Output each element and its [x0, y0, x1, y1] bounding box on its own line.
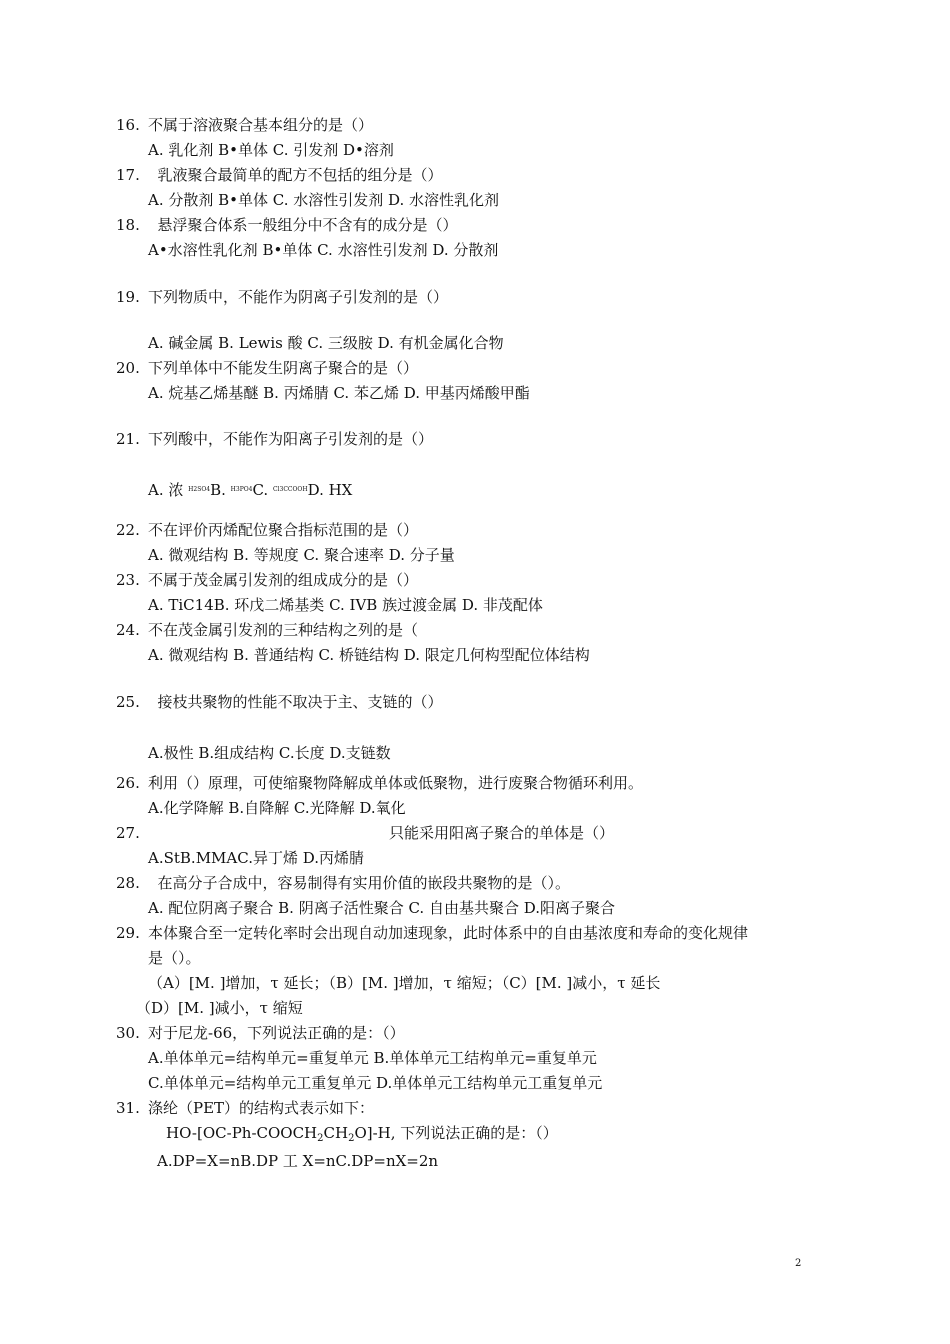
structural-formula: $HO-[OC-Ph-COOCH_2CH_2O]-H$, 下列说法正确的是：（）	[166, 1124, 558, 1144]
question-stem: 悬浮聚合体系一般组分中不含有的成分是（）	[148, 216, 458, 234]
question-number: 28.	[116, 874, 140, 892]
question-stem: 接枝共聚物的性能不取决于主、支链的（）	[148, 693, 443, 711]
question-number: 31.	[116, 1099, 140, 1117]
question-options: C.单体单元=结构单元工重复单元 D.单体单元工结构单元工重复单元	[148, 1074, 603, 1092]
question-options: A. 配位阴离子聚合 B. 阴离子活性聚合 C. 自由基共聚合 D.阳离子聚合	[148, 899, 615, 917]
question-options: A. TiC14B. 环戊二烯基类 C. IVB 族过渡金属 D. 非茂配体	[148, 596, 543, 614]
question-options: （A）[M. ]增加，τ 延长；（B）[M. ]增加，τ 缩短；（C）[M. ]减小，τ 延长	[148, 974, 661, 992]
question-options: A.DP=X=nB.DP 工 X=nC.DP=nX=2n	[157, 1152, 439, 1170]
question-options: A.极性 B.组成结构 C.长度 D.支链数	[148, 744, 391, 762]
question-number: 26.	[116, 774, 140, 792]
question-options: A. 烷基乙烯基醚 B. 丙烯腈 C. 苯乙烯 D. 甲基丙烯酸甲酯	[148, 384, 530, 402]
question-options: A.单体单元=结构单元=重复单元 B.单体单元工结构单元=重复单元	[148, 1049, 597, 1067]
question-number: 20.	[116, 359, 140, 377]
question-stem: 不属于溶液聚合基本组分的是（）	[148, 116, 374, 134]
question-number: 17.	[116, 166, 140, 184]
question-number: 16.	[116, 116, 140, 134]
question-stem-continued: 是（）。	[148, 949, 201, 967]
question-stem: 乳液聚合最简单的配方不包括的组分是（）	[148, 166, 443, 184]
question-stem: 下列物质中，不能作为阴离子引发剂的是（）	[148, 288, 449, 306]
question-number: 22.	[116, 521, 140, 539]
question-options: A.化学降解 B.自降解 C.光降解 D.氧化	[148, 799, 406, 817]
question-stem: 下列单体中不能发生阴离子聚合的是（）	[148, 359, 419, 377]
question-stem: 利用（）原理，可使缩聚物降解成单体或低聚物，进行废聚合物循环利用。	[148, 774, 644, 792]
question-number: 27.	[116, 824, 140, 842]
question-options: A. 乳化剂 B•单体 C. 引发剂 D•溶剂	[148, 141, 394, 159]
question-options: （D）[M. ]减小，τ 缩短	[136, 999, 303, 1017]
question-number: 21.	[116, 430, 140, 448]
question-options: A. 微观结构 B. 等规度 C. 聚合速率 D. 分子量	[148, 546, 455, 564]
question-stem: 在高分子合成中，容易制得有实用价值的嵌段共聚物的是（）。	[148, 874, 571, 892]
question-number: 18.	[116, 216, 140, 234]
question-stem: 不属于茂金属引发剂的组成成分的是（）	[148, 571, 419, 589]
question-number: 30.	[116, 1024, 140, 1042]
question-number: 23.	[116, 571, 140, 589]
question-options: A.StB.MMAC.异丁烯 D.丙烯腈	[148, 849, 364, 867]
question-stem: 不在茂金属引发剂的三种结构之列的是（	[148, 621, 419, 639]
page-number: 2	[795, 1258, 802, 1269]
question-number: 25.	[116, 693, 140, 711]
question-stem: 涤纶（PET）的结构式表示如下：	[148, 1099, 375, 1117]
question-stem: 只能采用阳离子聚合的单体是（）	[389, 824, 615, 842]
question-stem: 本体聚合至一定转化率时会出现自动加速现象，此时体系中的自由基浓度和寿命的变化规律	[148, 924, 749, 942]
question-stem: 对于尼龙-66，下列说法正确的是：（）	[148, 1024, 405, 1042]
question-stem: 下列酸中，不能作为阳离子引发剂的是（）	[148, 430, 434, 448]
question-number: 19.	[116, 288, 140, 306]
question-number: 24.	[116, 621, 140, 639]
question-options: A. 分散剂 B•单体 C. 水溶性引发剂 D. 水溶性乳化剂	[148, 191, 500, 209]
question-stem: 不在评价丙烯配位聚合指标范围的是（）	[148, 521, 419, 539]
question-options: A. 碱金属 B. Lewis 酸 C. 三级胺 D. 有机金属化合物	[148, 334, 504, 352]
question-options: A. 浓 $^{H2SO4}$B. $^{H3PO4}$C. $^{Cl3CCOOH}$D. HX	[148, 481, 353, 499]
question-options: A•水溶性乳化剂 B•单体 C. 水溶性引发剂 D. 分散剂	[148, 241, 499, 259]
question-number: 29.	[116, 924, 140, 942]
question-options: A. 微观结构 B. 普通结构 C. 桥链结构 D. 限定几何构型配位体结构	[148, 646, 590, 664]
